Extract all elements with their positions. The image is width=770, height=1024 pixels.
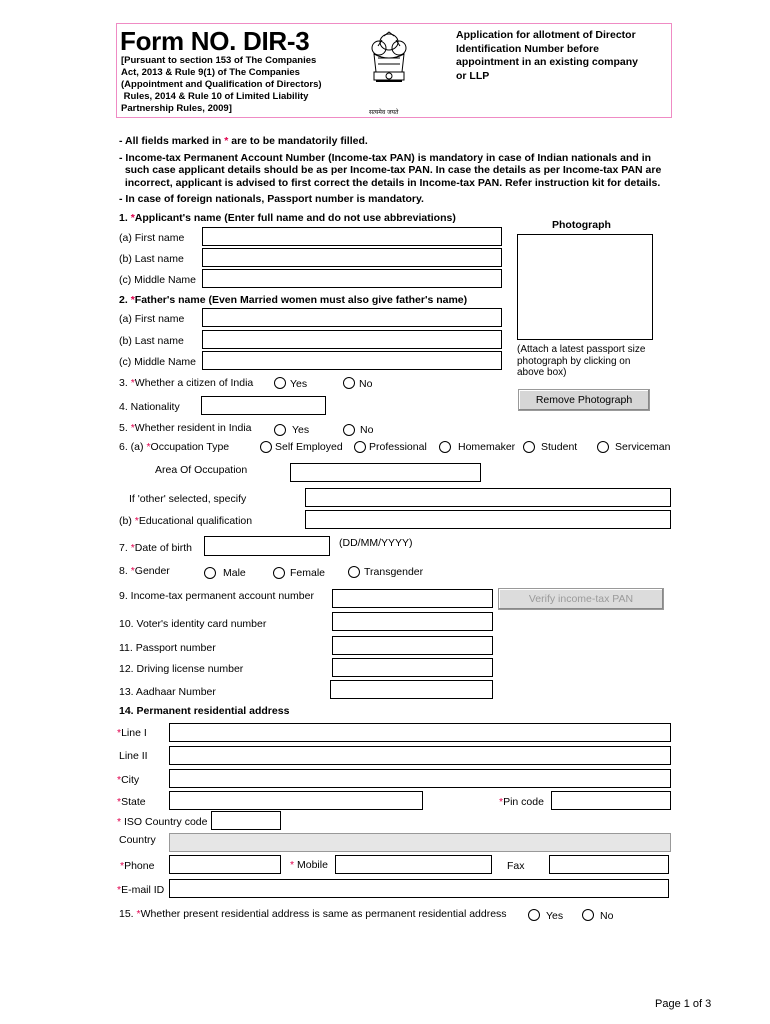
mobile-input[interactable] [335,855,492,874]
same-address-no-radio[interactable] [582,909,594,921]
occupation-student-radio[interactable] [523,441,535,453]
address-line2-label: Line II [119,750,148,762]
aadhaar-label: 13. Aadhaar Number [119,686,216,698]
citizen-no-label: No [359,378,373,390]
address-line1-label: *Line I [117,727,147,739]
same-address-no-label: No [600,910,614,922]
occupation-professional-radio[interactable] [354,441,366,453]
form-number: Form NO. DIR-3 [120,26,310,56]
fax-input[interactable] [549,855,669,874]
other-specify-input[interactable] [305,488,671,507]
instructions: - All fields marked in * are to be mandatorily filled. - Income-tax Permanent Account Number (Income-tax PAN) is mandatory in case of Indian nationals and in such case applicant details should be as per Income-tax PAN. In case the details as per Income-tax PAN are incorrect, applicant is advised to first correct the details in Income-tax PAN. Refer instruction kit for details. - In case of foreign nationals, Passport number is mandatory. [119,135,662,205]
verify-pan-button[interactable]: Verify income-tax PAN [498,588,664,610]
page-number: Page 1 of 3 [655,998,712,1010]
address-line2-input[interactable] [169,746,671,765]
gender-male-label: Male [223,567,246,579]
same-address-yes-radio[interactable] [528,909,540,921]
pin-code-label: *Pin code [499,796,544,808]
voter-id-input[interactable] [332,612,493,631]
educational-qualification-label: (b) *Educational qualification [119,515,253,527]
applicant-first-name-label: (a) First name [119,232,185,244]
occupation-student-label: Student [541,441,578,453]
country-label: Country [119,834,156,846]
fax-label: Fax [507,860,525,872]
applicant-last-name-label: (b) Last name [119,253,184,265]
occupation-homemaker-radio[interactable] [439,441,451,453]
remove-photograph-button[interactable]: Remove Photograph [518,389,650,411]
same-address-label: 15. *Whether present residential address is same as permanent residential address [119,908,507,920]
gender-label: 8. *Gender [119,565,170,577]
father-name-heading: 2. *Father's name (Even Married women must also give father's name) [119,294,468,306]
state-input[interactable] [169,791,423,810]
citizen-of-india-label: 3. *Whether a citizen of India [119,377,254,389]
phone-input[interactable] [169,855,281,874]
resident-no-radio[interactable] [343,424,355,436]
father-last-name-label: (b) Last name [119,335,184,347]
resident-yes-label: Yes [292,424,310,436]
country-input [169,833,671,852]
passport-number-label: 11. Passport number [119,642,216,654]
occupation-serviceman-radio[interactable] [597,441,609,453]
area-of-occupation-label: Area Of Occupation [155,464,248,476]
same-address-yes-label: Yes [546,910,564,922]
father-first-name-input[interactable] [202,308,502,327]
aadhaar-input[interactable] [330,680,493,699]
photograph-title: Photograph [552,219,611,231]
national-emblem-icon [366,28,412,108]
gender-female-label: Female [290,567,326,579]
pursuant-text: [Pursuant to section 153 of The Companies Act, 2013 & Rule 9(1) of The Companies (Appointment and Qualification of Directors) Rules, 2014 & Rule 10 of Limited Liability Partnership Rules, 2009] [121,55,322,114]
applicant-last-name-input[interactable] [202,248,502,267]
gender-transgender-radio[interactable] [348,566,360,578]
voter-id-label: 10. Voter's identity card number [119,618,267,630]
date-of-birth-input[interactable] [204,536,330,556]
occupation-type-label: 6. (a) *Occupation Type [119,441,230,453]
occupation-homemaker-label: Homemaker [458,441,516,453]
gender-transgender-label: Transgender [364,566,424,578]
pan-input[interactable] [332,589,493,608]
other-specify-label: If 'other' selected, specify [129,493,247,505]
photograph-hint: (Attach a latest passport size photograph by clicking on above box) [517,344,646,378]
nationality-input[interactable] [201,396,326,415]
photograph-box[interactable] [517,234,653,340]
address-line1-input[interactable] [169,723,671,742]
citizen-yes-label: Yes [290,378,308,390]
iso-country-code-label: * ISO Country code [117,816,208,828]
iso-country-code-input[interactable] [211,811,281,830]
pin-code-input[interactable] [551,791,671,810]
permanent-address-heading: 14. Permanent residential address [119,705,290,717]
gender-female-radio[interactable] [273,567,285,579]
date-of-birth-label: 7. *Date of birth [119,542,192,554]
email-label: *E-mail ID [117,884,165,896]
mobile-label: * Mobile [290,859,328,871]
occupation-self-employed-label: Self Employed [275,441,343,453]
resident-in-india-label: 5. *Whether resident in India [119,422,252,434]
resident-yes-radio[interactable] [274,424,286,436]
citizen-no-radio[interactable] [343,377,355,389]
nationality-label: 4. Nationality [119,401,180,413]
date-format-hint: (DD/MM/YYYY) [339,537,413,549]
father-middle-name-label: (c) Middle Name [119,356,197,368]
applicant-middle-name-input[interactable] [202,269,502,288]
occupation-serviceman-label: Serviceman [615,441,671,453]
resident-no-label: No [360,424,374,436]
application-title: Application for allotment of Director Identification Number before appointment in an existing company or LLP [456,29,639,82]
driving-license-label: 12. Driving license number [119,663,244,675]
citizen-yes-radio[interactable] [274,377,286,389]
applicant-first-name-input[interactable] [202,227,502,246]
applicant-middle-name-label: (c) Middle Name [119,274,197,286]
father-first-name-label: (a) First name [119,313,185,325]
state-label: *State [117,796,146,808]
father-last-name-input[interactable] [202,330,502,349]
father-middle-name-input[interactable] [202,351,502,370]
email-input[interactable] [169,879,669,898]
passport-number-input[interactable] [332,636,493,655]
area-of-occupation-input[interactable] [290,463,481,482]
city-label: *City [117,774,140,786]
pan-label: 9. Income-tax permanent account number [119,590,314,602]
emblem-caption: सत्यमेव जयते [369,109,399,116]
occupation-professional-label: Professional [369,441,427,453]
occupation-self-employed-radio[interactable] [260,441,272,453]
gender-male-radio[interactable] [204,567,216,579]
phone-label: *Phone [120,860,155,872]
city-input[interactable] [169,769,671,788]
educational-qualification-input[interactable] [305,510,671,529]
driving-license-input[interactable] [332,658,493,677]
applicant-name-heading: 1. *Applicant's name (Enter full name and do not use abbreviations) [119,212,456,224]
